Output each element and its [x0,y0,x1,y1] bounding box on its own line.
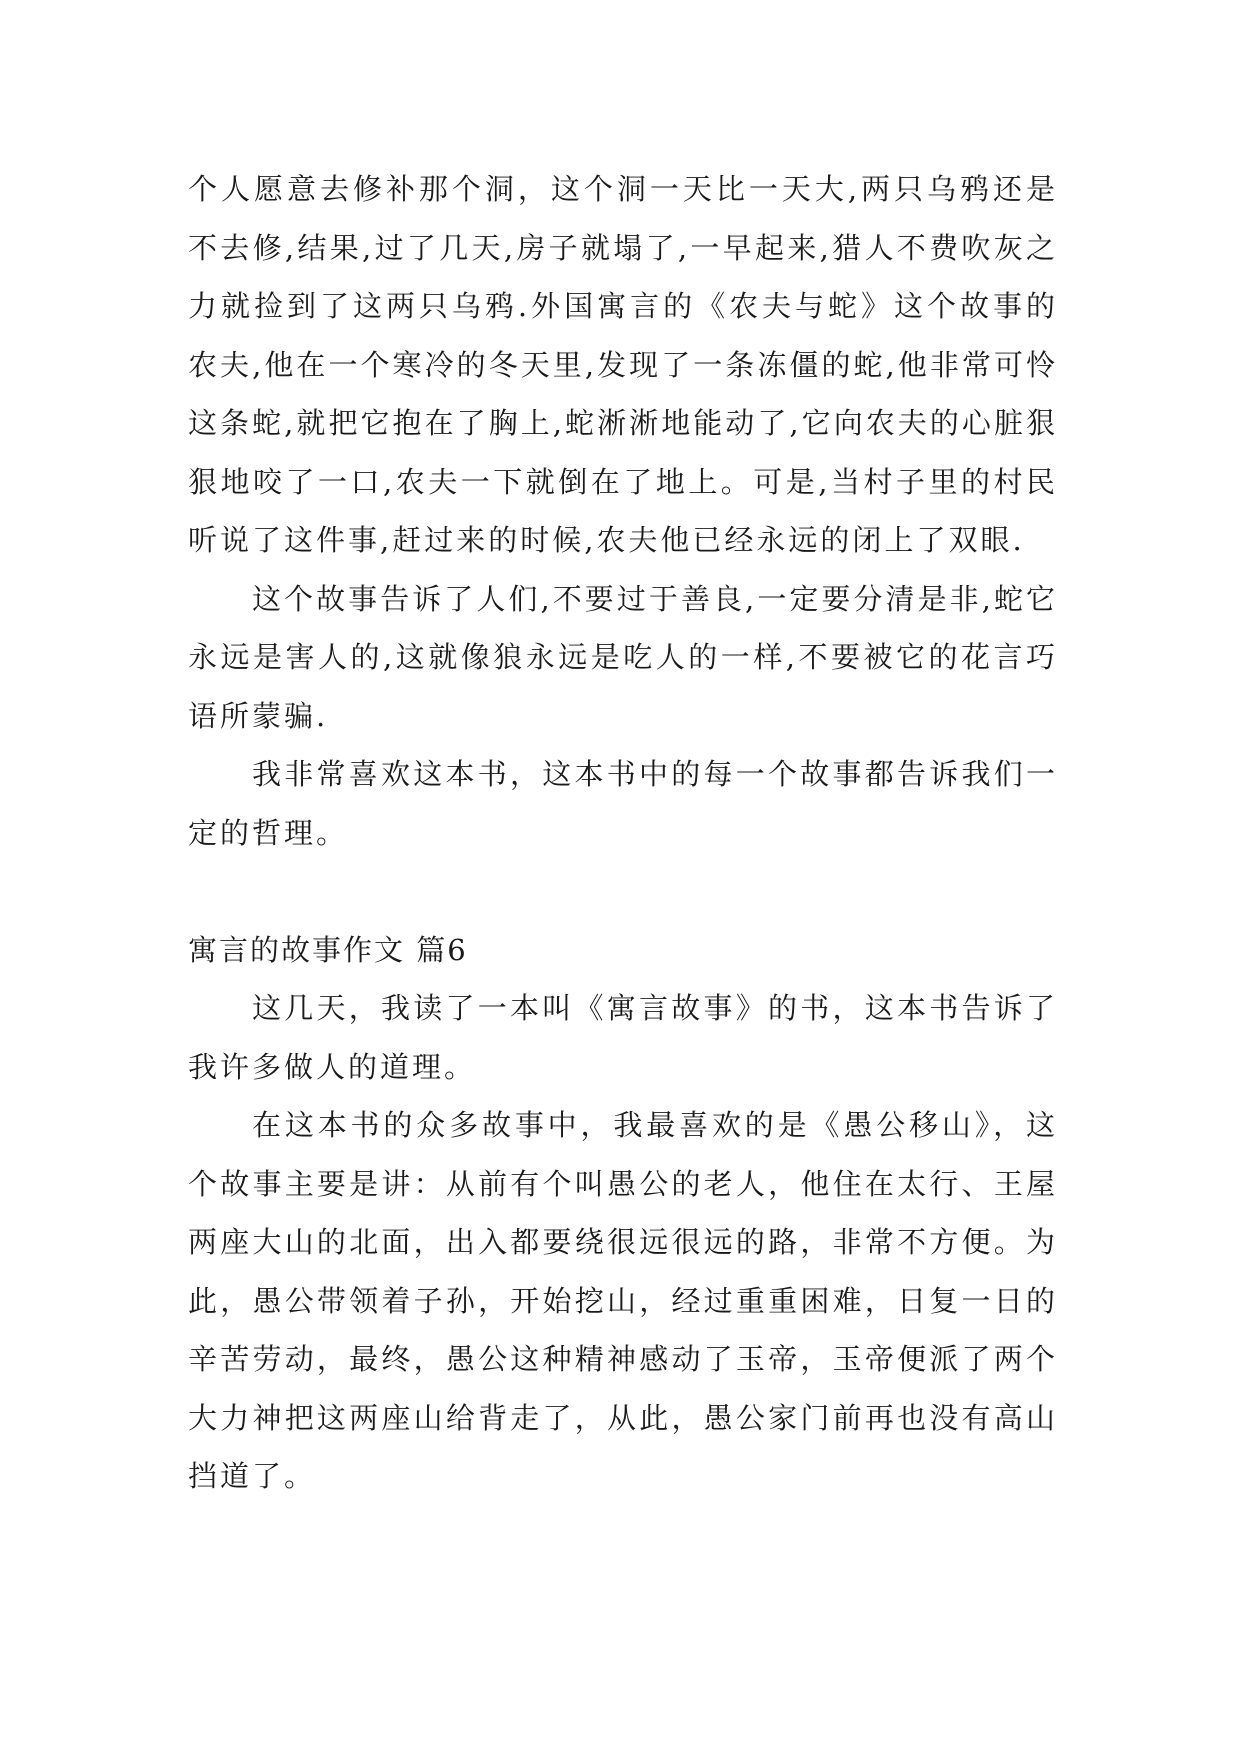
paragraph-conclusion: 我非常喜欢这本书，这本书中的每一个故事都告诉我们一定的哲理。 [188,757,1058,850]
paragraph-continued-story: 个人愿意去修补那个洞，这个洞一天比一天大,两只乌鸦还是不去修,结果,过了几天,房子就塌了,一早起来,猎人不费吹灰之力就捡到了这两只乌鸦.外国寓言的《农夫与蛇》这个故事的农夫,他在一个寒冷的冬天里,发现了一条冻僵的蛇,他非常可怜这条蛇,就把它抱在了胸上,蛇淅淅地能动了,它向农夫的心脏狠狠地咬了一口,农夫一下就倒在了地上。可是,当村子里的村民听说了这件事,赶过来的时候,农夫他已经永远的闭上了双眼. [188,172,1058,557]
document-body [188,160,1058,1506]
paragraph-yugong-story: 在这本书的众多故事中，我最喜欢的是《愚公移山》，这个故事主要是讲：从前有个叫愚公的老人，他住在太行、王屋两座大山的北面，出入都要绕很远很远的路，非常不方便。为此，愚公带领着子孙，开始挖山，经过重重困难，日复一日的辛苦劳动，最终，愚公这种精神感动了玉帝，玉帝便派了两个大力神把这两座山给背走了，从此，愚公家门前再也没有高山挡道了。 [188,1108,1058,1493]
section-heading: 寓言的故事作文 篇6 [188,932,468,967]
paragraph-moral: 这个故事告诉了人们,不要过于善良,一定要分清是非,蛇它永远是害人的,这就像狼永远是吃人的一样,不要被它的花言巧语所蒙骗. [188,581,1058,733]
paragraph-intro: 这几天，我读了一本叫《寓言故事》的书，这本书告诉了我许多做人的道理。 [188,991,1058,1084]
